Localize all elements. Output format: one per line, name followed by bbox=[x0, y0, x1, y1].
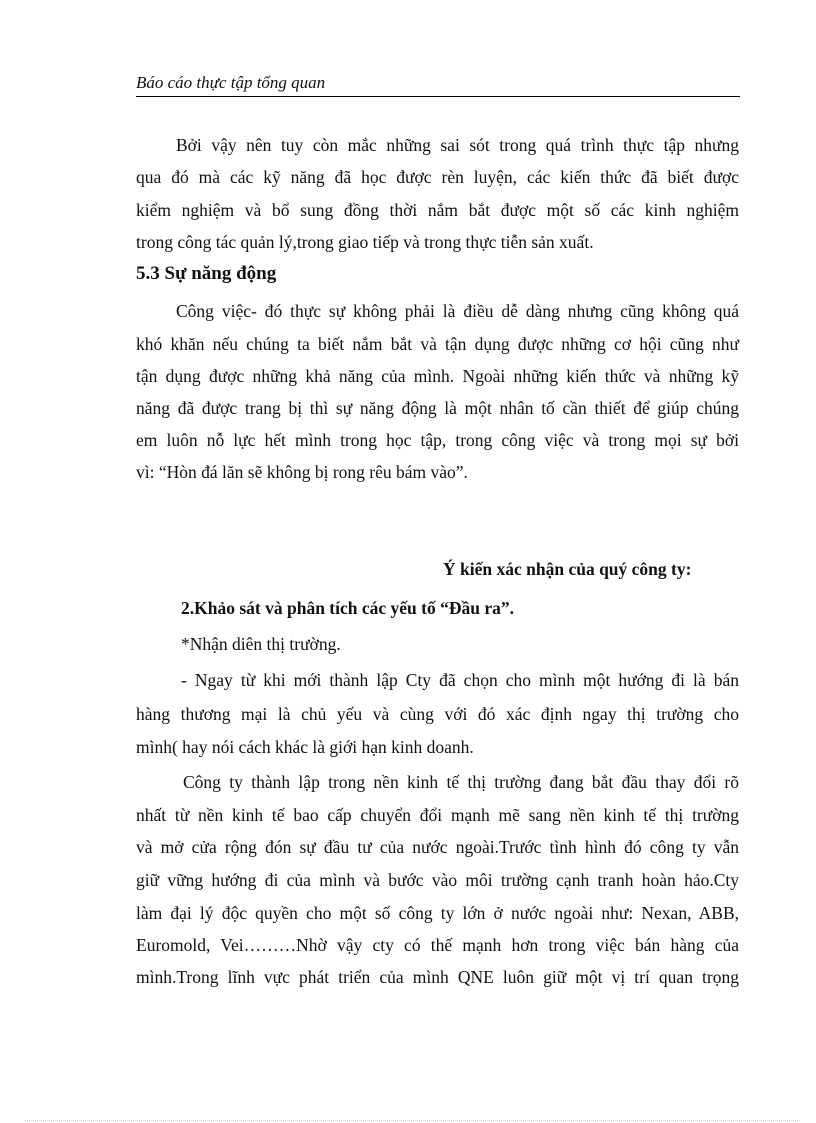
footer-divider bbox=[25, 1120, 800, 1121]
paragraph2-line-1: Công việc- đó thực sự không phải là điều dễ dàng nhưng cũng không quá bbox=[176, 301, 739, 321]
paragraph2-line-2: khó khăn nếu chúng ta biết nắm bắt và tận dụng được những cơ hội cũng như bbox=[136, 334, 739, 354]
paragraph4-line-1: Công ty thành lập trong nền kinh tế thị trường đang bắt đầu thay đổi rõ bbox=[183, 772, 739, 792]
section-heading: 5.3 Sự năng động bbox=[136, 263, 277, 284]
paragraph1-line-3: kiểm nghiệm và bổ sung đồng thời nắm bắt được một số các kinh nghiệm bbox=[136, 200, 739, 220]
paragraph4-line-7: mình.Trong lĩnh vực phát triển của mình QNE luôn giữ một vị trí quan trọng bbox=[136, 967, 739, 987]
paragraph4-line-3: và mở cửa rộng đón sự đầu tư của nước ngoài.Trước tình hình đó công ty vẫn bbox=[136, 837, 739, 857]
paragraph1-line-2: qua đó mà các kỹ năng đã học được rèn luyện, các kiến thức đã biết được bbox=[136, 167, 739, 187]
paragraph4-line-5: làm đại lý độc quyền cho một số công ty lớn ở nước ngoài như: Nexan, ABB, bbox=[136, 903, 739, 923]
paragraph4-line-6: Euromold, Vei………Nhờ vậy cty có thế mạnh hơn trong việc bán hàng của bbox=[136, 935, 739, 955]
paragraph2-line-5: em luôn nỗ lực hết mình trong học tập, trong công việc và trong mọi sự bởi bbox=[136, 430, 739, 450]
paragraph2-line-3: tận dụng được những khả năng của mình. Ngoài những kiến thức và những kỹ bbox=[136, 366, 739, 386]
paragraph4-line-4: giữ vững hướng đi của mình và bước vào môi trường cạnh tranh hoàn hảo.Cty bbox=[136, 870, 739, 890]
paragraph3-line-2: hàng thương mại là chủ yếu và cùng với đó xác định ngay thị trường cho bbox=[136, 704, 739, 724]
header-title: Báo cáo thực tập tổng quan bbox=[136, 73, 326, 92]
paragraph3-line-1: - Ngay từ khi mới thành lập Cty đã chọn cho mình một hướng đi là bán bbox=[181, 670, 739, 690]
paragraph4-line-2: nhất từ nền kinh tế bao cấp chuyển đổi mạnh mẽ sang nền kinh tế thị trường bbox=[136, 805, 739, 825]
confirmation-label: Ý kiến xác nhận của quý công ty: bbox=[443, 559, 692, 579]
market-label: *Nhận diên thị trường. bbox=[181, 634, 341, 654]
paragraph1-line-4: trong công tác quản lý,trong giao tiếp và trong thực tiễn sản xuất. bbox=[136, 232, 594, 252]
paragraph2-line-4: năng đã được trang bị thì sự năng động là một nhân tố cần thiết để giúp chúng bbox=[136, 398, 739, 418]
paragraph1-line-1: Bởi vậy nên tuy còn mắc những sai sót trong quá trình thực tập nhưng bbox=[176, 135, 739, 155]
subheading: 2.Khảo sát và phân tích các yếu tố “Đầu ra”. bbox=[181, 598, 514, 618]
page-header bbox=[136, 70, 740, 97]
paragraph2-line-6: vì: “Hòn đá lăn sẽ không bị rong rêu bám vào”. bbox=[136, 462, 468, 482]
paragraph3-line-3: mình( hay nói cách khác là giới hạn kinh doanh. bbox=[136, 737, 474, 757]
